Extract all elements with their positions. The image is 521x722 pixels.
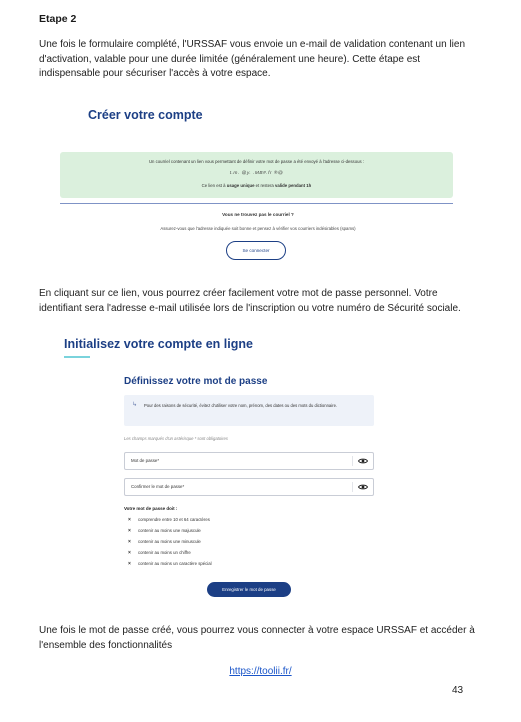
security-tip-text: Pour des raisons de sécurité, évitez d'utiliser votre nom, prénom, des dates ou des mots du dictionnaire. xyxy=(144,403,338,408)
password-rule xyxy=(128,528,201,534)
email-sent-confirmation xyxy=(60,152,453,198)
eye-icon[interactable] xyxy=(357,481,369,493)
create-account-title: Créer votre compte xyxy=(88,108,203,122)
title-underline xyxy=(64,356,90,358)
field-separator xyxy=(352,456,353,466)
define-password-subtitle: Définissez votre mot de passe xyxy=(124,376,268,387)
password-rule xyxy=(128,539,201,545)
field-separator xyxy=(352,482,353,492)
cross-icon: × xyxy=(128,528,131,534)
password-rule xyxy=(128,517,210,523)
password-rule xyxy=(128,550,191,556)
validity-prefix: Ce lien est à xyxy=(201,183,227,188)
screenshot-create-account xyxy=(58,104,458,272)
rule-text: comprendre entre 10 et 64 caractères xyxy=(138,517,210,522)
cross-icon: × xyxy=(128,561,131,567)
password-rule xyxy=(128,561,212,567)
masked-email-address: t.m. @y. .MB#.fr ®@ xyxy=(229,171,284,176)
email-sent-notice: Un courriel contenant un lien vous permettant de définir votre mot de passe a été envoyé à l'adresse ci-dessous : xyxy=(148,159,365,164)
section-divider xyxy=(60,203,453,204)
confirm-password-label: Confirmer le mot de passe* xyxy=(131,484,185,489)
rule-text: contenir au moins une majuscule xyxy=(138,528,201,533)
confirm-password-input[interactable] xyxy=(124,478,374,496)
footer-link[interactable]: https://toolii.fr/ xyxy=(229,666,292,677)
page-number: 43 xyxy=(452,685,464,696)
paragraph-create-password: En cliquant sur ce lien, vous pourrez créer facilement votre mot de passe personnel. Votre identifiant sera l'adresse e-mail utilisée lors de l'inscription ou votre numéro de Sécurité sociale. xyxy=(39,288,461,314)
rule-text: contenir au moins un caractère spécial xyxy=(138,561,212,566)
eye-icon[interactable] xyxy=(357,455,369,467)
validity-mid: et restera xyxy=(254,183,276,188)
rule-text: contenir au moins un chiffre xyxy=(138,550,191,555)
cross-icon: × xyxy=(128,550,131,556)
password-input[interactable] xyxy=(124,452,374,470)
cross-icon: × xyxy=(128,539,131,545)
save-password-button[interactable]: Enregistrer le mot de passe xyxy=(207,582,291,597)
screenshot-initialize-account xyxy=(58,333,458,605)
security-tip-box xyxy=(124,395,374,426)
password-rules-title: Votre mot de passe doit : xyxy=(124,506,178,511)
validity-single-use: usage unique xyxy=(226,183,255,188)
step-title: Etape 2 xyxy=(39,13,77,25)
info-arrow-icon: ↳ xyxy=(132,402,138,408)
connect-button[interactable]: Se connecter xyxy=(226,241,286,260)
rule-text: contenir au moins une minuscule xyxy=(138,539,201,544)
cross-icon: × xyxy=(128,517,131,523)
initialize-account-title: Initialisez votre compte en ligne xyxy=(64,337,253,351)
paragraph-login-access: Une fois le mot de passe créé, vous pourrez vous connecter à votre espace URSSAF et accéder à l'ensemble des fonctionnalités xyxy=(39,625,475,651)
validity-duration: valide pendant 1h xyxy=(275,183,312,188)
paragraph-activation-email: Une fois le formulaire complété, l'URSSAF vous envoie un e-mail de validation contenant un lien d'activation, valable pour une durée limitée (généralement une heure). Cette étape est indispensable pour sécuriser l'accès à votre espace. xyxy=(39,39,466,79)
email-not-found-hint: Assurez-vous que l'adresse indiquée soit bonne et pensez à vérifier vos courriers indésirables (spams) xyxy=(160,226,356,231)
link-validity-notice xyxy=(60,183,453,188)
required-fields-note: Les champs marqués d'un astérisque * sont obligatoires xyxy=(124,436,228,441)
email-not-found-question: Vous ne trouvez pas le courriel ? xyxy=(222,212,294,217)
password-label: Mot de passe* xyxy=(131,458,160,463)
